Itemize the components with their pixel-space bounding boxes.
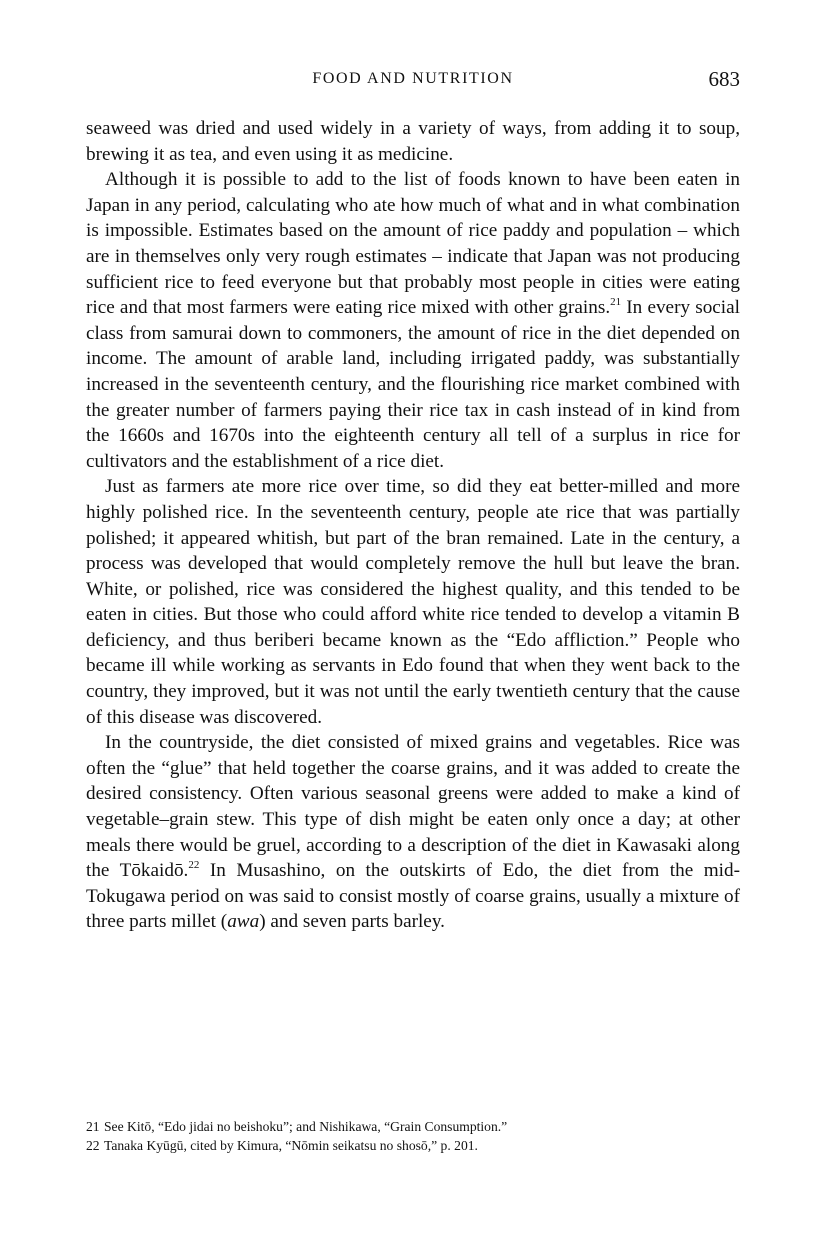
paragraph-2 (86, 167, 740, 474)
footnote-text: See Kitō, “Edo jidai no beishoku”; and Nishikawa, “Grain Consumption.” (104, 1119, 508, 1134)
paragraph-3-text: Just as farmers ate more rice over time, so did they eat better-milled and more highly polished rice. In the seventeenth century, people ate rice that was partially polished; it appeared whitish, but part of the bran remained. Late in the century, a process was developed that would completely remove the hull but leave the bran. White, or polished, rice was considered the highest quality, and this tended to be eaten in cities. But those who could afford white rice tended to develop a vitamin B deficiency, and thus beriberi became known as the “Edo affliction.” People who became ill while working as servants in Edo found that when they went back to the country, they improved, but it was not until the early twentieth century that the cause of this disease was discovered. (86, 476, 740, 728)
footnote-number: 22 (86, 1138, 100, 1153)
footnote-ref-22[interactable]: 22 (188, 859, 200, 872)
footnote-ref-21[interactable]: 21 (610, 296, 622, 309)
running-title: FOOD AND NUTRITION (312, 70, 514, 87)
paragraph-3 (86, 474, 740, 730)
footnotes (86, 1117, 740, 1155)
footnote-21 (86, 1117, 740, 1136)
footnote-22 (86, 1136, 740, 1155)
paragraph-4-text-b: In Musashino, on the outskirts of Edo, the diet from the mid-Tokugawa period on was said to consist mostly of coarse grains, usually a mixture of three parts millet ( (86, 860, 740, 933)
paragraph-1-text: seaweed was dried and used widely in a variety of ways, from adding it to soup, brewing it as tea, and even using it as medicine. (86, 118, 740, 165)
footnote-text: Tanaka Kyūgū, cited by Kimura, “Nōmin seikatsu no shosō,” p. 201. (104, 1138, 478, 1153)
paragraph-2-text-b: In every social class from samurai down to commoners, the amount of rice in the diet depended on income. The amount of arable land, including irrigated paddy, was substantially increased in the seventeenth century, and the flourishing rice market combined with the greater number of farmers paying their rice tax in cash instead of in kind from the 1660s and 1670s into the eighteenth century all tell of a surplus in rice for cultivators and the establishment of a rice diet. (86, 297, 740, 472)
footnote-number: 21 (86, 1119, 100, 1134)
body-text (86, 116, 740, 935)
paragraph-4-text-c: ) and seven parts barley. (259, 911, 445, 933)
page-number: 683 (708, 67, 740, 91)
paragraph-2-text-a: Although it is possible to add to the list of foods known to have been eaten in Japan in any period, calculating who ate how much of what and in what combination is impossible. Estimates based on the amount of rice paddy and population – which are in themselves only very rough estimates – indicate that Japan was not producing sufficient rice to feed everyone but that probably most people in cities were eating rice and that most farmers were eating rice mixed with other grains. (86, 169, 740, 319)
paragraph-4 (86, 730, 740, 935)
paragraph-4-text-a: In the countryside, the diet consisted of mixed grains and vegetables. Rice was often the “glue” that held together the coarse grains, and it was added to create the desired consistency. Often various seasonal greens were added to make a kind of vegetable–grain stew. This type of dish might be eaten only once a day; at other meals there would be gruel, according to a description of the diet in Kawasaki along the Tōkaidō. (86, 732, 740, 882)
paragraph-4-italic-term: awa (227, 911, 260, 933)
paragraph-1 (86, 116, 740, 167)
running-head (86, 67, 740, 96)
